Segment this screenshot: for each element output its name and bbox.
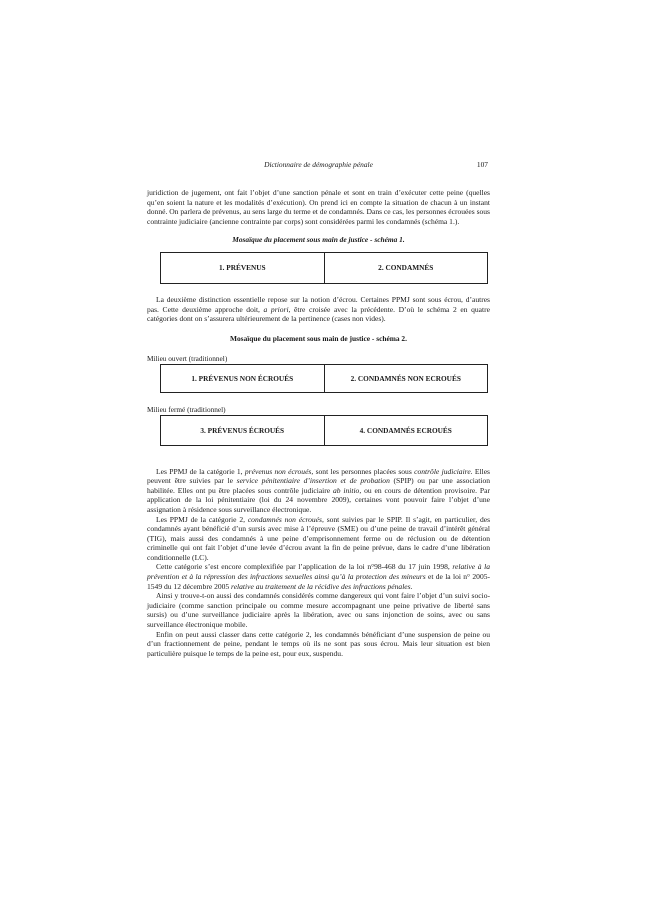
para2-text-a: La deuxième distinction essentielle repose sur la notion d’écrou. Certaines PPMJ sont sous écrou, d’autres pas. Cette deuxième approche doit, [147, 294, 490, 314]
para2-text-b: être croisée avec la précédente. D’où le schéma 2 en quatre catégories dont on s’assurera ultérieurement de la pertinence (cases non vides). [147, 304, 490, 324]
p3-em-2: relative au traitement de la récidive des infractions pénales. [231, 581, 413, 591]
p3-em-1: relative à la prévention et à la répression des infractions sexuelles ainsi qu’à la protection des mineurs [147, 562, 491, 582]
header-title: Dictionnaire de démographie pénale [264, 160, 373, 169]
milieu-ferme-label: Milieu fermé (traditionnel) [147, 404, 226, 414]
p1-em-4: ab initio [333, 485, 360, 495]
para2-em: a priori, [263, 304, 291, 314]
schema2-cell-prevenus-non-ecroues: 1. PRÉVENUS NON ÉCROUÉS [191, 373, 294, 383]
schema2-closed-box [160, 415, 488, 446]
running-header [147, 160, 490, 174]
schema1-cell-prevenus: 1. PRÉVENUS [218, 263, 266, 273]
p2-text-1: Les PPMJ de la catégorie 2, [156, 514, 248, 524]
paragraph-dangereux: Ainsi y trouve-t-on aussi des condamnés considérés comme dangereux qui vont faire l’objet d’un suivi socio-judiciaire (comme sanction principale ou comme mesure accompagnant une peine privative de liberté sans sursis) ou d’une surveillance judiciaire après la libération, avec ou sans injonction de soins, avec ou sans surveillance électronique mobile. [147, 591, 490, 630]
p3-text-2: et de la loi n° 2005-1549 du 12 décembre 2005 [147, 572, 490, 591]
schema2-open-box [160, 364, 488, 393]
p1-em-3: service pénitentiaire d’insertion et de probation [236, 476, 390, 486]
p2-em-1: condamnés non écroués, [247, 514, 324, 524]
p1-text-1: Les PPMJ de la catégorie 1, [156, 466, 245, 476]
schema2-cell-condamnes-ecroues: 4. CONDAMNÉS ECROUÉS [324, 416, 488, 445]
paragraph-categorie-2 [147, 515, 490, 563]
p1-text-4: (SPIP) ou par une association habilitée. Elles ont pu être placées sous contrôle judiciaire [147, 476, 490, 495]
p1-text-2: , sont les personnes placées sous [311, 466, 415, 476]
schema1-title: Mosaïque du placement sous main de justice - schéma 1. [232, 235, 405, 245]
p1-text-3: . Elles peuvent être suivies par le [147, 466, 490, 486]
document-page [147, 160, 490, 658]
p3-text-1: Cette catégorie s’est encore complexifiée par l’application de la loi n°98-468 du 17 juin 1998, [156, 562, 453, 572]
p1-em-1: prévenus non écroués [244, 466, 312, 476]
paragraph-loi-1998 [147, 562, 490, 591]
schema1-cell-condamnes: 2. CONDAMNÉS [324, 253, 488, 283]
p1-text-5: , ou en cours de détention provisoire. Par application de la loi pénitentiaire (loi du 24 novembre 2009), certaines vont pouvoir faire l’objet d’une assignation à résidence sous surveillance électronique. [147, 485, 490, 514]
schema2-cell-condamnes-non-ecroues: 2. CONDAMNÉS NON ECROUÉS [324, 365, 488, 392]
paragraph-categorie-1 [147, 467, 490, 515]
page-number: 107 [476, 160, 488, 169]
milieu-ouvert-label: Milieu ouvert (traditionnel) [147, 354, 228, 364]
schema1-box [160, 252, 488, 284]
p2-text-2: sont suivies par le SPIP. Il s’agit, en particulier, des condamnés ayant bénéficié d’un sursis avec mise à l’épreuve (SME) ou d’une peine de travail d’intérêt général (TIG), mais aussi des condamnés à une peine d’emprisonnement ferme ou de réclusion ou de détention criminelle qui ont fait l’objet d’une levée d’écrou avant la fin de peine prévue, dans le cadre d’une libération conditionnelle (LC). [147, 514, 491, 562]
schema2-title: Mosaïque du placement sous main de justice - schéma 2. [230, 333, 407, 343]
paragraph-suspension: Enfin on peut aussi classer dans cette catégorie 2, les condamnés bénéficiant d’une suspension de peine ou d’un fractionnement de peine, pendant le temps où ils ne sont pas sous écrou. Mais leur situation est bien particulière puisque le temps de la peine est, pour eux, suspendu. [147, 629, 490, 658]
intro-paragraph: juridiction de jugement, ont fait l’objet d’une sanction pénale et sont en train d’exécuter cette peine (quelles qu’en soient la nature et les modalités d’exécution). On prend ici en compte la situation de chacun à un instant donné. On parlera de prévenus, au sens large du terme et de condamnés. Dans ce cas, les personnes écrouées sous contrainte judiciaire (ancienne contrainte par corps) sont considérées parmi les condamnés (schéma 1.). [147, 188, 490, 226]
p1-em-2: contrôle judiciaire [414, 466, 471, 476]
schema2-cell-prevenus-ecroues: 3. PRÉVENUS ÉCROUÉS [200, 425, 285, 435]
paragraph-ecrou [147, 295, 490, 324]
